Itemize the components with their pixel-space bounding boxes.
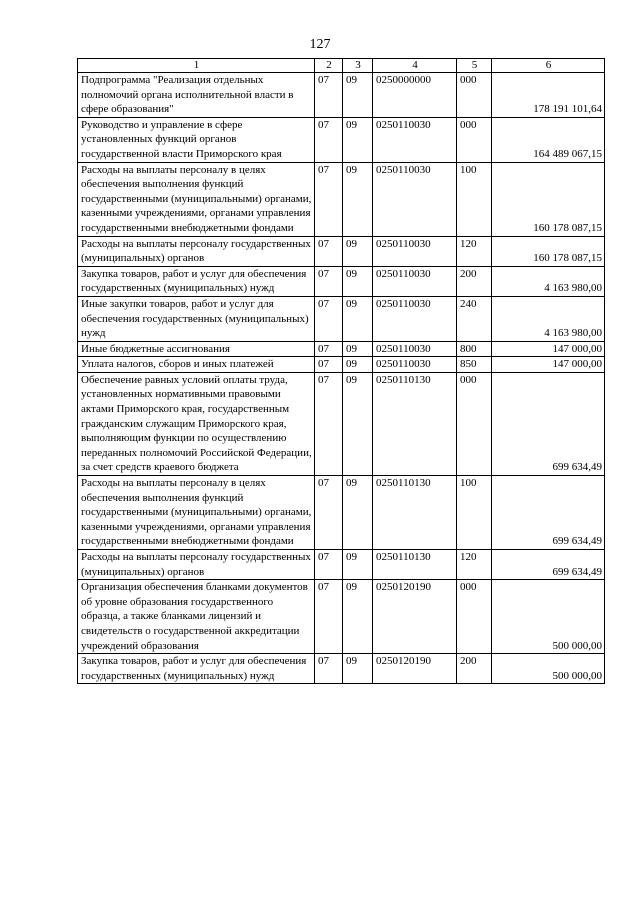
- section-code: 07: [315, 654, 343, 684]
- expense-type-code: 120: [457, 550, 492, 580]
- subsection-code: 09: [343, 654, 373, 684]
- amount: 699 634,49: [492, 550, 605, 580]
- item-name: Расходы на выплаты персоналу в целях обеспечения выполнения функций государственными (муниципальными) органами, казенными учреждениями, органами управления государственными внебюджетными фондами: [78, 476, 315, 550]
- subsection-code: 09: [343, 236, 373, 266]
- item-name: Расходы на выплаты персоналу в целях обеспечения выполнения функций государственными (муниципальными) органами, казенными учреждениями, органами управления государственными внебюджетными фондами: [78, 162, 315, 236]
- target-article-code: 0250110030: [373, 266, 457, 296]
- subsection-code: 09: [343, 117, 373, 162]
- column-header: 4: [373, 59, 457, 73]
- subsection-code: 09: [343, 73, 373, 118]
- subsection-code: 09: [343, 357, 373, 373]
- table-row: [78, 357, 605, 373]
- item-name: Обеспечение равных условий оплаты труда, установленных нормативными правовыми актами Приморского края, государственным гражданским служащим Приморского края, выполняющим функции по осуществлению переданных полномочий Российской Федерации, за счет средств краевого бюджета: [78, 372, 315, 475]
- page-number: 127: [309, 37, 331, 52]
- expense-type-code: 850: [457, 357, 492, 373]
- amount: 147 000,00: [492, 357, 605, 373]
- table-row: [78, 341, 605, 357]
- table-row: [78, 550, 605, 580]
- target-article-code: 0250110030: [373, 296, 457, 341]
- amount: 160 178 087,15: [492, 162, 605, 236]
- expense-type-code: 800: [457, 341, 492, 357]
- section-code: 07: [315, 266, 343, 296]
- target-article-code: 0250000000: [373, 73, 457, 118]
- table-row: [78, 73, 605, 118]
- section-code: 07: [315, 476, 343, 550]
- amount: 147 000,00: [492, 341, 605, 357]
- amount: 164 489 067,15: [492, 117, 605, 162]
- section-code: 07: [315, 550, 343, 580]
- table-row: [78, 162, 605, 236]
- target-article-code: 0250110130: [373, 372, 457, 475]
- amount: 160 178 087,15: [492, 236, 605, 266]
- expense-type-code: 100: [457, 476, 492, 550]
- target-article-code: 0250110030: [373, 117, 457, 162]
- subsection-code: 09: [343, 162, 373, 236]
- amount: 699 634,49: [492, 372, 605, 475]
- amount: 699 634,49: [492, 476, 605, 550]
- amount: 4 163 980,00: [492, 296, 605, 341]
- item-name: Иные бюджетные ассигнования: [78, 341, 315, 357]
- budget-table: [77, 58, 605, 684]
- expense-type-code: 000: [457, 73, 492, 118]
- table-row: [78, 296, 605, 341]
- amount: 178 191 101,64: [492, 73, 605, 118]
- item-name: Закупка товаров, работ и услуг для обеспечения государственных (муниципальных) нужд: [78, 266, 315, 296]
- expense-type-code: 000: [457, 372, 492, 475]
- item-name: Закупка товаров, работ и услуг для обеспечения государственных (муниципальных) нужд: [78, 654, 315, 684]
- section-code: 07: [315, 296, 343, 341]
- subsection-code: 09: [343, 550, 373, 580]
- target-article-code: 0250110030: [373, 341, 457, 357]
- subsection-code: 09: [343, 296, 373, 341]
- item-name: Подпрограмма "Реализация отдельных полномочий органа исполнительной власти в сфере образования": [78, 73, 315, 118]
- expense-type-code: 000: [457, 117, 492, 162]
- section-code: 07: [315, 341, 343, 357]
- section-code: 07: [315, 357, 343, 373]
- column-header: 5: [457, 59, 492, 73]
- subsection-code: 09: [343, 341, 373, 357]
- item-name: Руководство и управление в сфере установленных функций органов государственной власти Приморского края: [78, 117, 315, 162]
- table-row: [78, 236, 605, 266]
- expense-type-code: 240: [457, 296, 492, 341]
- target-article-code: 0250110030: [373, 162, 457, 236]
- section-code: 07: [315, 162, 343, 236]
- item-name: Расходы на выплаты персоналу государственных (муниципальных) органов: [78, 236, 315, 266]
- item-name: Расходы на выплаты персоналу государственных (муниципальных) органов: [78, 550, 315, 580]
- target-article-code: 0250110030: [373, 236, 457, 266]
- table-header-row: [78, 59, 605, 73]
- expense-type-code: 100: [457, 162, 492, 236]
- section-code: 07: [315, 372, 343, 475]
- target-article-code: 0250120190: [373, 654, 457, 684]
- column-header: 1: [78, 59, 315, 73]
- target-article-code: 0250110130: [373, 476, 457, 550]
- column-header: 3: [343, 59, 373, 73]
- expense-type-code: 200: [457, 266, 492, 296]
- table-row: [78, 580, 605, 654]
- expense-type-code: 000: [457, 580, 492, 654]
- subsection-code: 09: [343, 476, 373, 550]
- table-row: [78, 476, 605, 550]
- amount: 500 000,00: [492, 654, 605, 684]
- table-row: [78, 266, 605, 296]
- subsection-code: 09: [343, 372, 373, 475]
- section-code: 07: [315, 580, 343, 654]
- table-row: [78, 654, 605, 684]
- amount: 4 163 980,00: [492, 266, 605, 296]
- item-name: Организация обеспечения бланками документов об уровне образования государственного образца, а также бланками лицензий и свидетельств о государственной аккредитации учреждений образования: [78, 580, 315, 654]
- expense-type-code: 120: [457, 236, 492, 266]
- amount: 500 000,00: [492, 580, 605, 654]
- column-header: 2: [315, 59, 343, 73]
- subsection-code: 09: [343, 580, 373, 654]
- expense-type-code: 200: [457, 654, 492, 684]
- table-row: [78, 372, 605, 475]
- item-name: Уплата налогов, сборов и иных платежей: [78, 357, 315, 373]
- column-header: 6: [492, 59, 605, 73]
- table-row: [78, 117, 605, 162]
- section-code: 07: [315, 117, 343, 162]
- section-code: 07: [315, 73, 343, 118]
- target-article-code: 0250110030: [373, 357, 457, 373]
- target-article-code: 0250110130: [373, 550, 457, 580]
- subsection-code: 09: [343, 266, 373, 296]
- target-article-code: 0250120190: [373, 580, 457, 654]
- item-name: Иные закупки товаров, работ и услуг для обеспечения государственных (муниципальных) нужд: [78, 296, 315, 341]
- section-code: 07: [315, 236, 343, 266]
